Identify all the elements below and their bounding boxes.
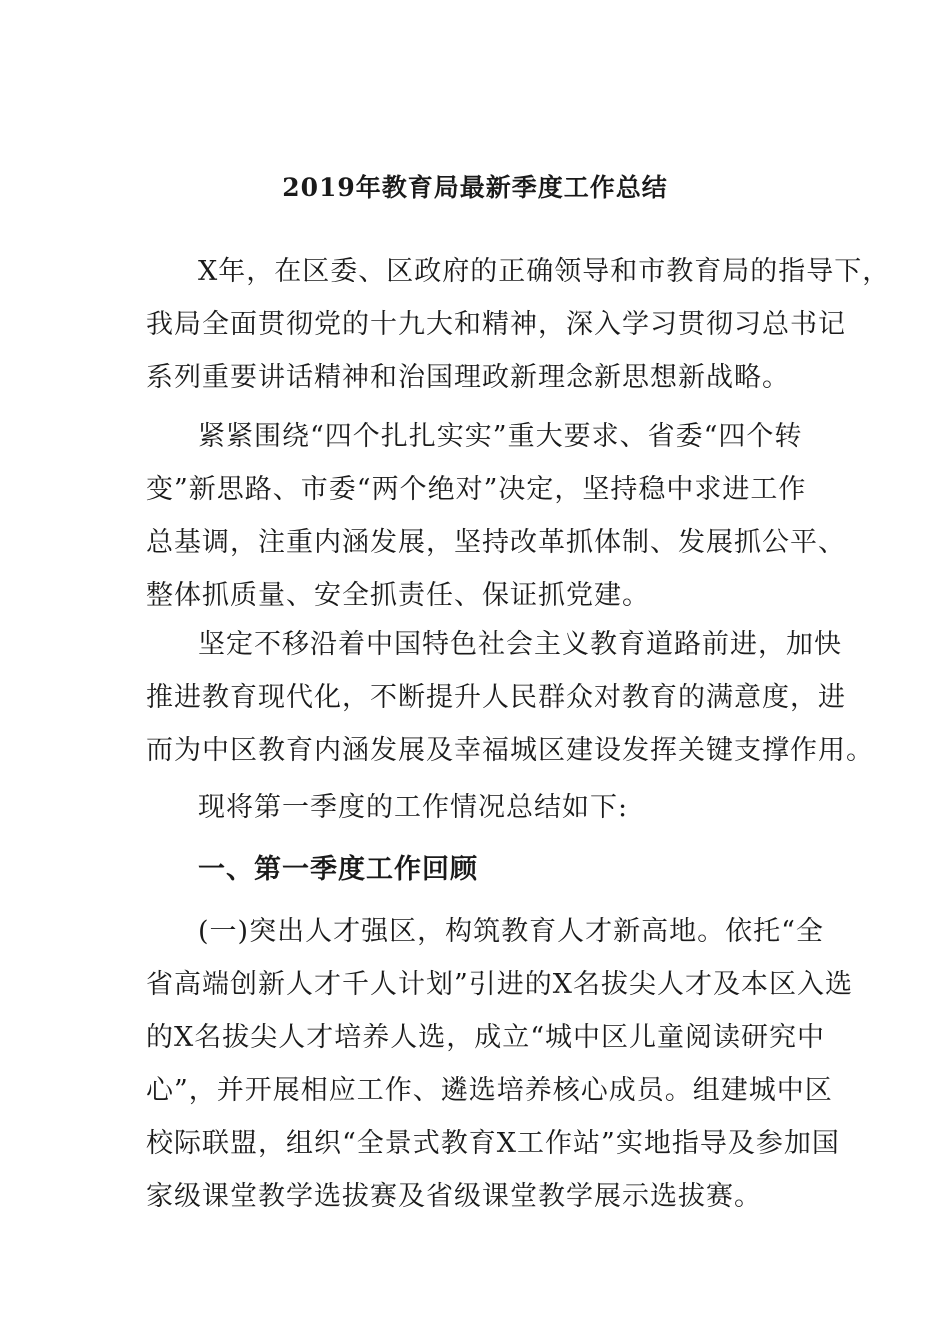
paragraph-line: 我局全面贯彻党的十九大和精神，深入学习贯彻习总书记 — [146, 309, 846, 340]
paragraph-line: 心”，并开展相应工作、遴选培养核心成员。组建城中区 — [146, 1075, 833, 1106]
paragraph-line: 而为中区教育内涵发展及幸福城区建设发挥关键支撑作用。 — [146, 735, 874, 766]
section-heading — [146, 843, 826, 896]
paragraph-line: 推进教育现代化，不断提升人民群众对教育的满意度，进 — [146, 682, 846, 713]
paragraph-1 — [146, 245, 891, 404]
paragraph-line: X年，在区委、区政府的正确领导和市教育局的指导下， — [198, 256, 891, 287]
paragraph-2 — [146, 410, 846, 622]
paragraph-line: 现将第一季度的工作情况总结如下: — [198, 792, 629, 823]
paragraph-3 — [146, 618, 874, 777]
section-paragraph — [146, 905, 854, 1223]
paragraph-4 — [146, 781, 826, 834]
paragraph-line: 变”新思路、市委“两个绝对”决定，坚持稳中求进工作 — [146, 474, 807, 505]
paragraph-line: 省高端创新人才千人计划”引进的X名拔尖人才及本区入选 — [146, 969, 854, 1000]
section-heading-text: 一、第一季度工作回顾 — [198, 854, 478, 885]
paragraph-line: (一)突出人才强区，构筑教育人才新高地。依托“全 — [198, 916, 824, 947]
paragraph-line: 坚定不移沿着中国特色社会主义教育道路前进，加快 — [198, 629, 842, 660]
document-title: 2019年教育局最新季度工作总结 — [282, 173, 668, 202]
paragraph-line: 紧紧围绕“四个扎扎实实”重大要求、省委“四个转 — [198, 421, 803, 452]
paragraph-line: 的X名拔尖人才培养人选，成立“城中区儿童阅读研究中 — [146, 1022, 826, 1053]
paragraph-line: 总基调，注重内涵发展，坚持改革抓体制、发展抓公平、 — [146, 527, 846, 558]
paragraph-line: 校际联盟，组织“全景式教育X工作站”实地指导及参加国 — [146, 1128, 840, 1159]
paragraph-line: 整体抓质量、安全抓责任、保证抓党建。 — [146, 580, 650, 611]
paragraph-line: 系列重要讲话精神和治国理政新理念新思想新战略。 — [146, 362, 790, 393]
paragraph-line: 家级课堂教学选拔赛及省级课堂教学展示选拔赛。 — [146, 1181, 762, 1212]
